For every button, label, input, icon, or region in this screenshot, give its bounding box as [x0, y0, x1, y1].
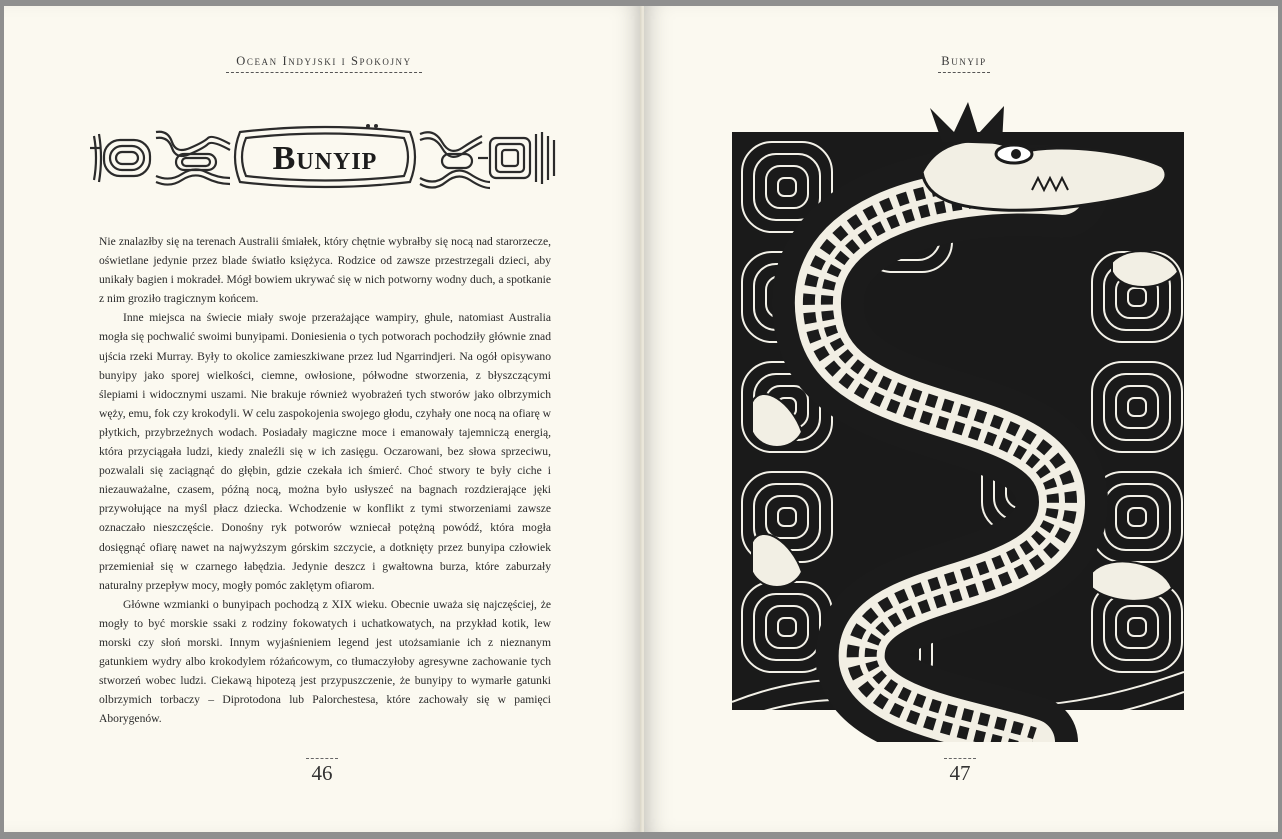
paragraph-2: Inne miejsca na świecie miały swoje przerażające wampiry, ghule, natomiast Australia mogła się pochwalić swoimi bunyipami. Doniesienia o tych potworach pochodziły głównie znad ujścia rzeki Murray. Były to okolice zamieszkiwane przez lud Ngarrindjeri. Na ogół opisywano bunyipy jako sporej wielkości, ciemne, owłosione, półwodne stworzenia, z błyszczącymi ślepiami i widocznymi uszami. Nie brakuje również wyobrażeń tych stworów jako olbrzymich węży, emu, fok czy krokodyli. W celu zaspokojenia swojego głodu, czyhały one nocą na ofiarę w płytkich, przybrzeżnych wodach. Posiadały magiczne moce i emanowały tajemniczą energią, która przyciągała ludzi, kiedy znaleźli się w ich zasięgu. Oczarowani, bez słowa sprzeciwu, pozwalali się zaciągnąć do głębin, gdzie czekała ich śmierć. Choć stwory te były ciche i niezauważalne, czasem, późną nocą, można było usłyszeć na bagnach rozdzierające jęki przywołujące na myśl płacz dziecka. Wchodzenie w konflikt z tymi stworzeniami zawsze oznaczało nieszczęście. Donośny ryk potworów wzniecał potężną powódź, która mogła dosięgnąć ofiarę nawet na najwyższym górskim szczycie, a dotknięty przez bunyipa człowiek przemieniał się w czarnego łabędzia. Jedynie deszcz i gwałtowna burza, które zaburzały naturalny przepływ mocy, mogły pomóc zaklętym ofiarom. — [99, 311, 551, 592]
running-head-rule — [938, 72, 990, 73]
chapter-title: Bunyip — [272, 140, 378, 177]
page-number-right — [940, 758, 980, 786]
bunyip-illustration — [732, 102, 1192, 742]
page-number-left — [302, 758, 342, 786]
running-head-left — [204, 54, 444, 73]
left-page — [4, 6, 641, 832]
folio-rule — [944, 758, 976, 759]
body-text — [99, 232, 551, 728]
folio-rule — [306, 758, 338, 759]
running-head-text: Ocean Indyjski i Spokojny — [236, 54, 412, 68]
bunyip-creature-image — [732, 102, 1192, 742]
book-spread — [4, 6, 1278, 832]
right-page — [644, 6, 1278, 832]
title-banner — [90, 118, 560, 196]
paragraph-1: Nie znalazłby się na terenach Australii śmiałek, który chętnie wybrałby się nocą nad starorzecze, oświetlane jedynie przez blade światło księżyca. Rodzice od zawsze przestrzegali dzieci, aby unikały bagien i mokradeł. Mógł bowiem ukrywać się w nich potworny wodny duch, a spotkanie z nim groziło tragicznym końcem. — [99, 235, 551, 306]
running-head-right — [914, 54, 1014, 73]
page-number-text: 46 — [311, 761, 333, 785]
running-head-rule — [226, 72, 422, 73]
running-head-text: Bunyip — [941, 54, 987, 68]
paragraph-3: Główne wzmianki o bunyipach pochodzą z XIX wieku. Obecnie uważa się najczęściej, że mogły to być morskie ssaki z rodziny fokowatych i uchatkowatych, na przykład kotik, lew morski czy słoń morski. Innym wyjaśnieniem legend jest utożsamianie ich z nieznanym gatunkiem wydry albo krokodylem różańcowym, co tłumaczyłoby agresywne zachowanie tych stworzeń wobec ludzi. Ciekawą hipotezą jest przypuszczenie, że bunyipy to wymarłe gatunki olbrzymich torbaczy – Diprotodona lub Palorchestesa, które zachowały się w pamięci Aborygenów. — [99, 597, 551, 726]
page-number-text: 47 — [949, 761, 971, 785]
